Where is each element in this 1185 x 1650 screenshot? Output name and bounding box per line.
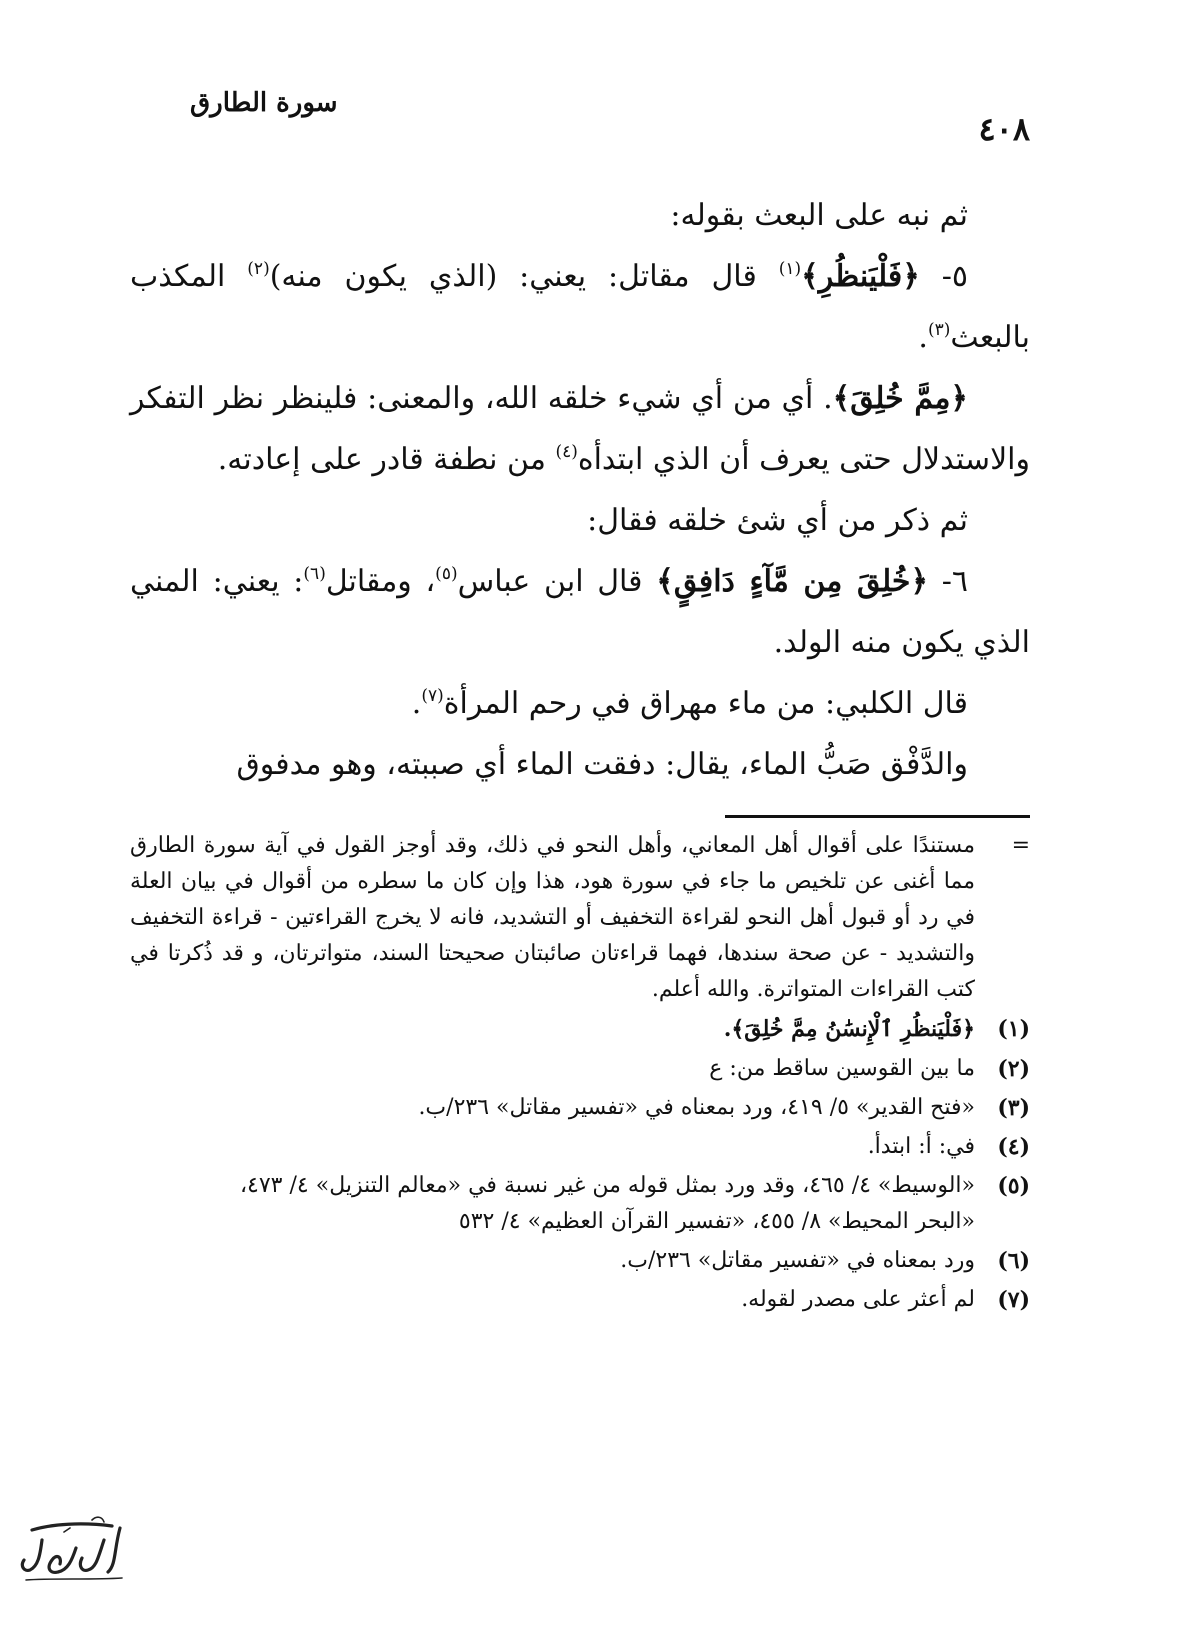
verse-paragraph-6 bbox=[130, 551, 1030, 673]
footnote-ref[interactable]: (١) bbox=[778, 259, 802, 279]
footnote-divider bbox=[725, 815, 1030, 818]
footnote-text: «الوسيط» ٤/ ٤٦٥، وقد ورد بمثل قوله من غير نسبة في «معالم التنزيل» ٤/ ٤٧٣، bbox=[239, 1173, 975, 1198]
paragraph-text: . أي من أي شيء خلقه الله، والمعنى: فلينظر نظر التفكر والاستدلال حتى يعرف أن الذي ابتدأه bbox=[130, 381, 1030, 477]
footnote-5 bbox=[130, 1168, 1030, 1240]
paragraph-text: . bbox=[918, 320, 928, 355]
quran-quote: ﴿خُلِقَ مِن مَّآءٍ دَافِقٍ﴾ bbox=[656, 564, 929, 599]
paragraph-text: ثم ذكر من أي شئ خلقه فقال: bbox=[587, 503, 968, 538]
footnotes bbox=[130, 828, 1030, 1318]
verse-paragraph-5 bbox=[130, 246, 1030, 368]
paragraph-text: ثم نبه على البعث بقوله: bbox=[670, 198, 968, 233]
footnote-number: (٣) bbox=[997, 1095, 1030, 1121]
paragraph-text: : يعني: المني الذي يكون منه الولد. bbox=[130, 564, 1030, 660]
paragraph-text: من نطفة قادر على إعادته. bbox=[217, 442, 556, 477]
paragraph bbox=[130, 368, 1030, 490]
quran-quote: ﴿مِمَّ خُلِقَ﴾ bbox=[832, 381, 968, 416]
paragraph bbox=[130, 673, 1030, 734]
footnote-ref[interactable]: (٥) bbox=[435, 564, 458, 584]
paragraph-text: قال ابن عباس bbox=[457, 564, 657, 599]
footnote-1 bbox=[130, 1011, 1030, 1048]
footnote-4 bbox=[130, 1129, 1030, 1165]
footnote-number: (١) bbox=[997, 1016, 1030, 1042]
quran-quote: ﴿فَلْيَنظُرِ﴾ bbox=[801, 259, 920, 294]
footnote-6 bbox=[130, 1243, 1030, 1279]
footnote-ref[interactable]: (٦) bbox=[303, 564, 326, 584]
footnote-number: (٥) bbox=[997, 1173, 1030, 1199]
footnote-text: في: أ: ابتدأ. bbox=[867, 1134, 975, 1159]
footnote-2 bbox=[130, 1051, 1030, 1087]
library-watermark-logo bbox=[12, 1510, 132, 1590]
footnote-text: لم أعثر على مصدر لقوله. bbox=[741, 1287, 975, 1312]
footnote-text: ورد بمعناه في «تفسير مقاتل» ٢٣٦/ب. bbox=[620, 1248, 975, 1273]
paragraph-text: قال مقاتل: يعني: (الذي يكون منه) bbox=[269, 259, 779, 294]
paragraph bbox=[130, 490, 1030, 551]
surah-title: سورة الطارق bbox=[190, 88, 338, 118]
paragraph bbox=[130, 734, 1030, 795]
footnote-number: (٧) bbox=[997, 1287, 1030, 1313]
footnote-number: (٦) bbox=[997, 1248, 1030, 1274]
footnote-3 bbox=[130, 1090, 1030, 1126]
footnote-continuation bbox=[130, 828, 1030, 1008]
footnote-number: (٢) bbox=[997, 1056, 1030, 1082]
footnote-ref[interactable]: (٧) bbox=[421, 686, 444, 706]
footnote-text-line2: «البحر المحيط» ٨/ ٤٥٥، «تفسير القرآن العظيم» ٤/ ٥٣٢ bbox=[458, 1209, 975, 1234]
footnote-text: «فتح القدير» ٥/ ٤١٩، ورد بمعناه في «تفسير مقاتل» ٢٣٦/ب. bbox=[418, 1095, 975, 1120]
verse-number: ٥- bbox=[919, 259, 968, 294]
footnote-ref[interactable]: (٣) bbox=[927, 320, 951, 340]
footnote-ref[interactable]: (٢) bbox=[247, 259, 270, 279]
footnote-7 bbox=[130, 1282, 1030, 1318]
paragraph-text: والدَّفْق صَبُّ الماء، يقال: دفقت الماء أي صببته، وهو مدفوق bbox=[236, 747, 968, 782]
footnote-ref[interactable]: (٤) bbox=[555, 442, 578, 462]
continuation-mark: = bbox=[1011, 833, 1030, 858]
page-number: ٤٠٨ bbox=[978, 110, 1030, 148]
paragraph-text: . bbox=[411, 686, 422, 721]
main-text bbox=[130, 185, 1030, 795]
footnote-number: (٤) bbox=[997, 1134, 1030, 1160]
paragraph-text: المكذب بالبعث bbox=[130, 259, 1030, 355]
verse-number: ٦- bbox=[928, 564, 969, 599]
paragraph-text: ، ومقاتل bbox=[325, 564, 436, 599]
footnote-text: ما بين القوسين ساقط من: ع bbox=[709, 1056, 975, 1081]
paragraph-text: قال الكلبي: من ماء مهراق في رحم المرأة bbox=[443, 686, 968, 721]
footnote-text: مستندًا على أقوال أهل المعاني، وأهل النحو في ذلك، وقد أوجز القول في آية سورة الطارق مما أغنى عن تلخيص ما جاء في سورة هود، هذا وإن كان ما سطره من أقوال في بيان العلة في رد أو قبول أهل النحو لقراءة التخفيف أو التشديد، فانه لا يخرج القراءتين - قراءة التخفيف والتشديد - عن صحة سندها، فهما قراءتان صائبتان صحيحتا السند، متواترتان، و قد ذُكرتا في كتب القراءات المتواترة. والله أعلم. bbox=[130, 833, 975, 1002]
footnote-text: ﴿فَلْيَنظُرِ ٱلْإِنسَٰنُ مِمَّ خُلِقَ﴾. bbox=[723, 1016, 975, 1042]
page-header bbox=[190, 88, 1030, 158]
paragraph bbox=[130, 185, 1030, 246]
